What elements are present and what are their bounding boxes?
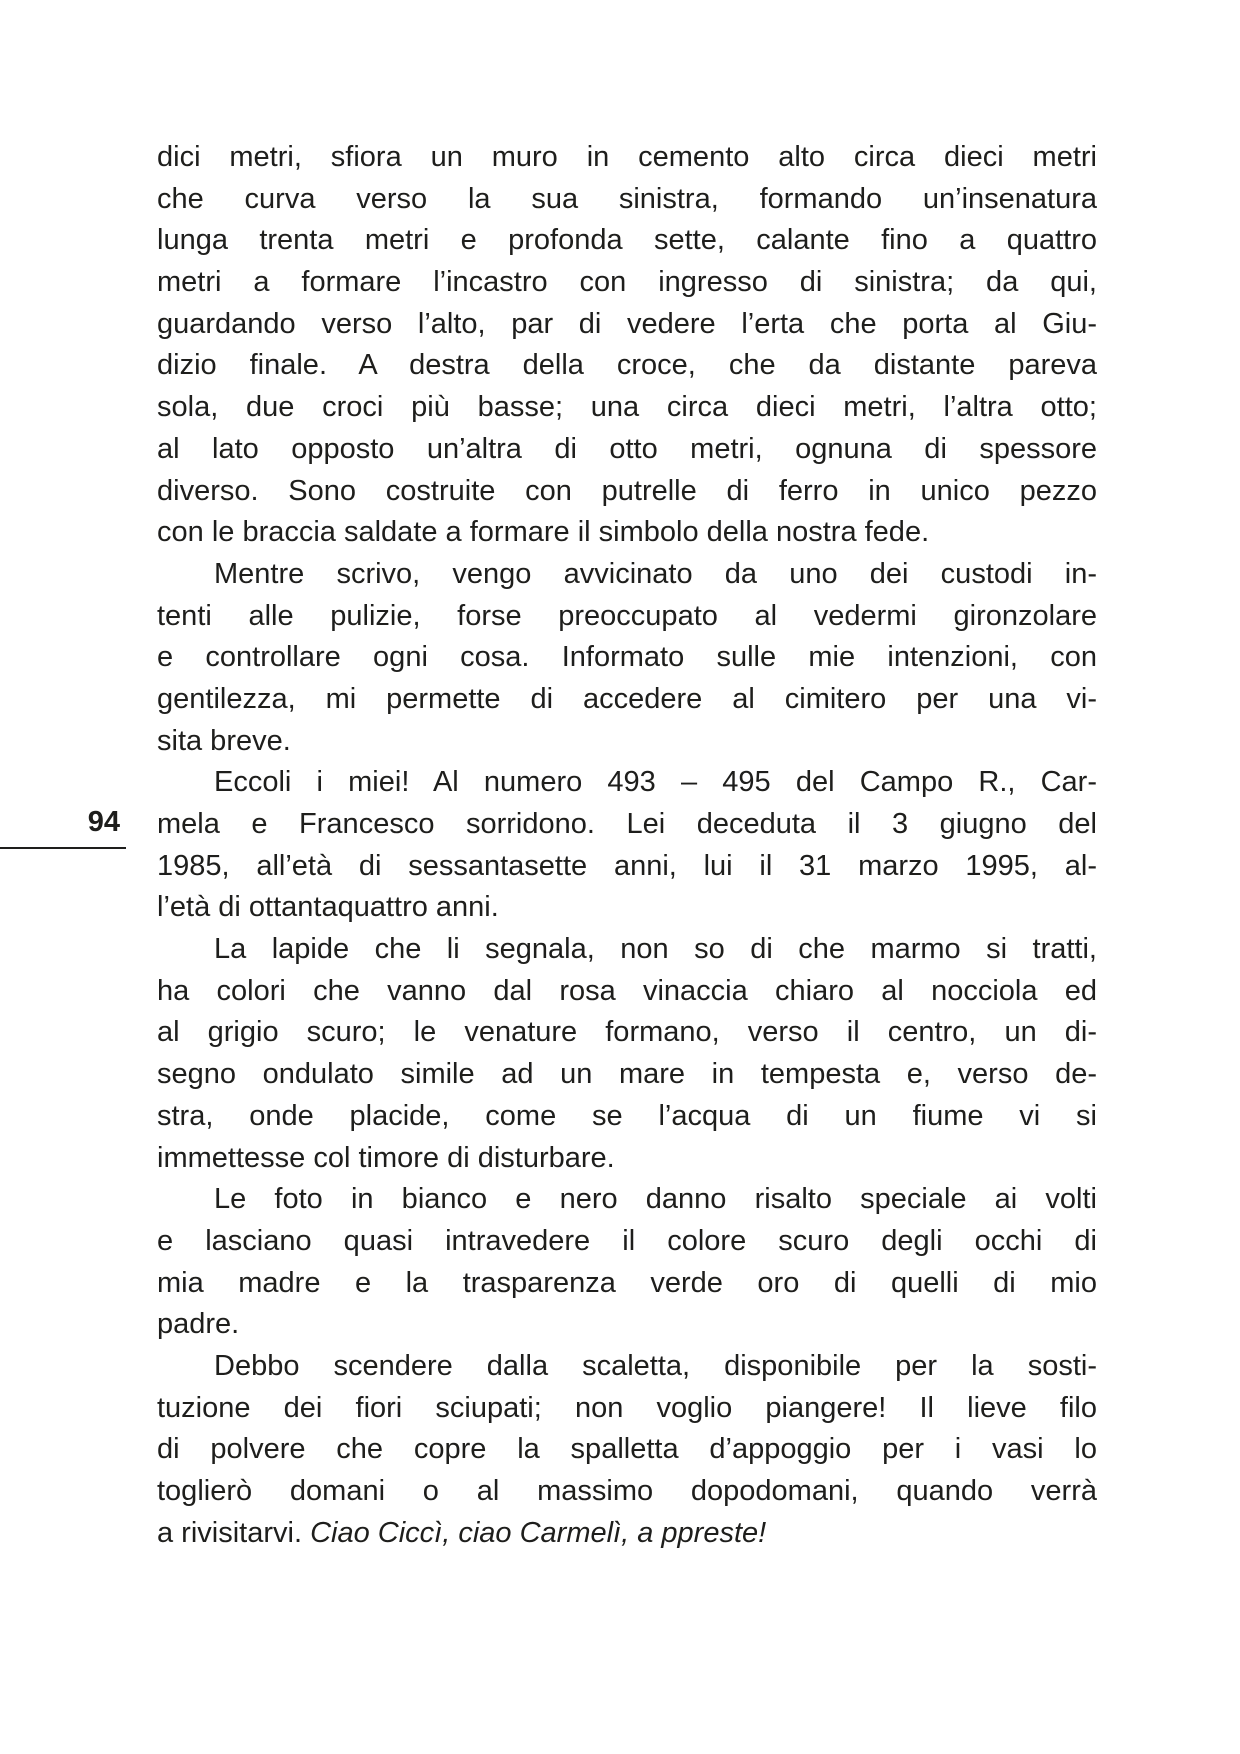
text-line: tuzione dei fiori sciupati; non voglio piangere! Il lieve filo [157, 1391, 1097, 1424]
text-line: guardando verso l’alto, par di vedere l’erta che porta al Giu- [157, 307, 1097, 340]
text-line: sita breve. [157, 724, 291, 757]
text-line: dizio finale. A destra della croce, che da distante pareva [157, 349, 1097, 382]
text-line: immettesse col timore di disturbare. [157, 1141, 615, 1174]
text-line: segno ondulato simile ad un mare in tempesta e, verso de- [157, 1058, 1097, 1091]
text-line: padre. [157, 1308, 240, 1341]
page-number: 94 [87, 806, 120, 838]
text-line: e lasciano quasi intravedere il colore scuro degli occhi di [157, 1224, 1097, 1257]
text-line: con le braccia saldate a formare il simbolo della nostra fede. [157, 516, 930, 549]
text-line: mela e Francesco sorridono. Lei deceduta il 3 giugno del [157, 808, 1097, 840]
text-line: mia madre e la trasparenza verde oro di quelli di mio [157, 1266, 1097, 1299]
text-line: Le foto in bianco e nero danno risalto speciale ai volti [214, 1183, 1097, 1216]
text-line: lunga trenta metri e profonda sette, calante fino a quattro [157, 224, 1097, 257]
text-line: ha colori che vanno dal rosa vinaccia chiaro al nocciola ed [157, 974, 1097, 1007]
text-line: tenti alle pulizie, forse preoccupato al vedermi gironzolare [157, 599, 1097, 632]
text-line: di polvere che copre la spalletta d’appoggio per i vasi lo [157, 1433, 1097, 1466]
text-block [157, 137, 1097, 1554]
text-line-final [157, 1513, 1097, 1555]
text-line: diverso. Sono costruite con putrelle di ferro in unico pezzo [157, 474, 1097, 507]
text-line: metri a formare l’incastro con ingresso di sinistra; da qui, [157, 266, 1097, 299]
text-line: che curva verso la sua sinistra, formando un’insenatura [157, 182, 1097, 215]
page-number-block [0, 806, 126, 849]
text-line: 1985, all’età di sessantasette anni, lui il 31 marzo 1995, al- [157, 849, 1097, 882]
text-line: l’età di ottantaquattro anni. [157, 891, 499, 924]
text-line: Eccoli i miei! Al numero 493 – 495 del Campo R., Car- [214, 766, 1097, 799]
text-line: La lapide che li segnala, non so di che marmo si tratti, [214, 933, 1097, 966]
text-line: al grigio scuro; le venature formano, verso il centro, un di- [157, 1016, 1097, 1049]
final-line-italic: Ciao Ciccì, ciao Carmelì, a ppreste! [310, 1516, 767, 1549]
text-line: sola, due croci più basse; una circa dieci metri, l’altra otto; [157, 391, 1097, 424]
text-line: e controllare ogni cosa. Informato sulle mie intenzioni, con [157, 641, 1097, 674]
text-line: gentilezza, mi permette di accedere al cimitero per una vi- [157, 682, 1097, 715]
text-line: Mentre scrivo, vengo avvicinato da uno dei custodi in- [214, 557, 1097, 590]
text-line: al lato opposto un’altra di otto metri, ognuna di spessore [157, 432, 1097, 465]
text-line: toglierò domani o al massimo dopodomani, quando verrà [157, 1475, 1097, 1507]
final-line-normal: a rivisitarvi. [157, 1516, 311, 1549]
text-line: Debbo scendere dalla scaletta, disponibile per la sosti- [214, 1349, 1097, 1382]
text-line: stra, onde placide, come se l’acqua di un fiume vi si [157, 1099, 1097, 1132]
text-line: dici metri, sfiora un muro in cemento alto circa dieci metri [157, 141, 1097, 173]
